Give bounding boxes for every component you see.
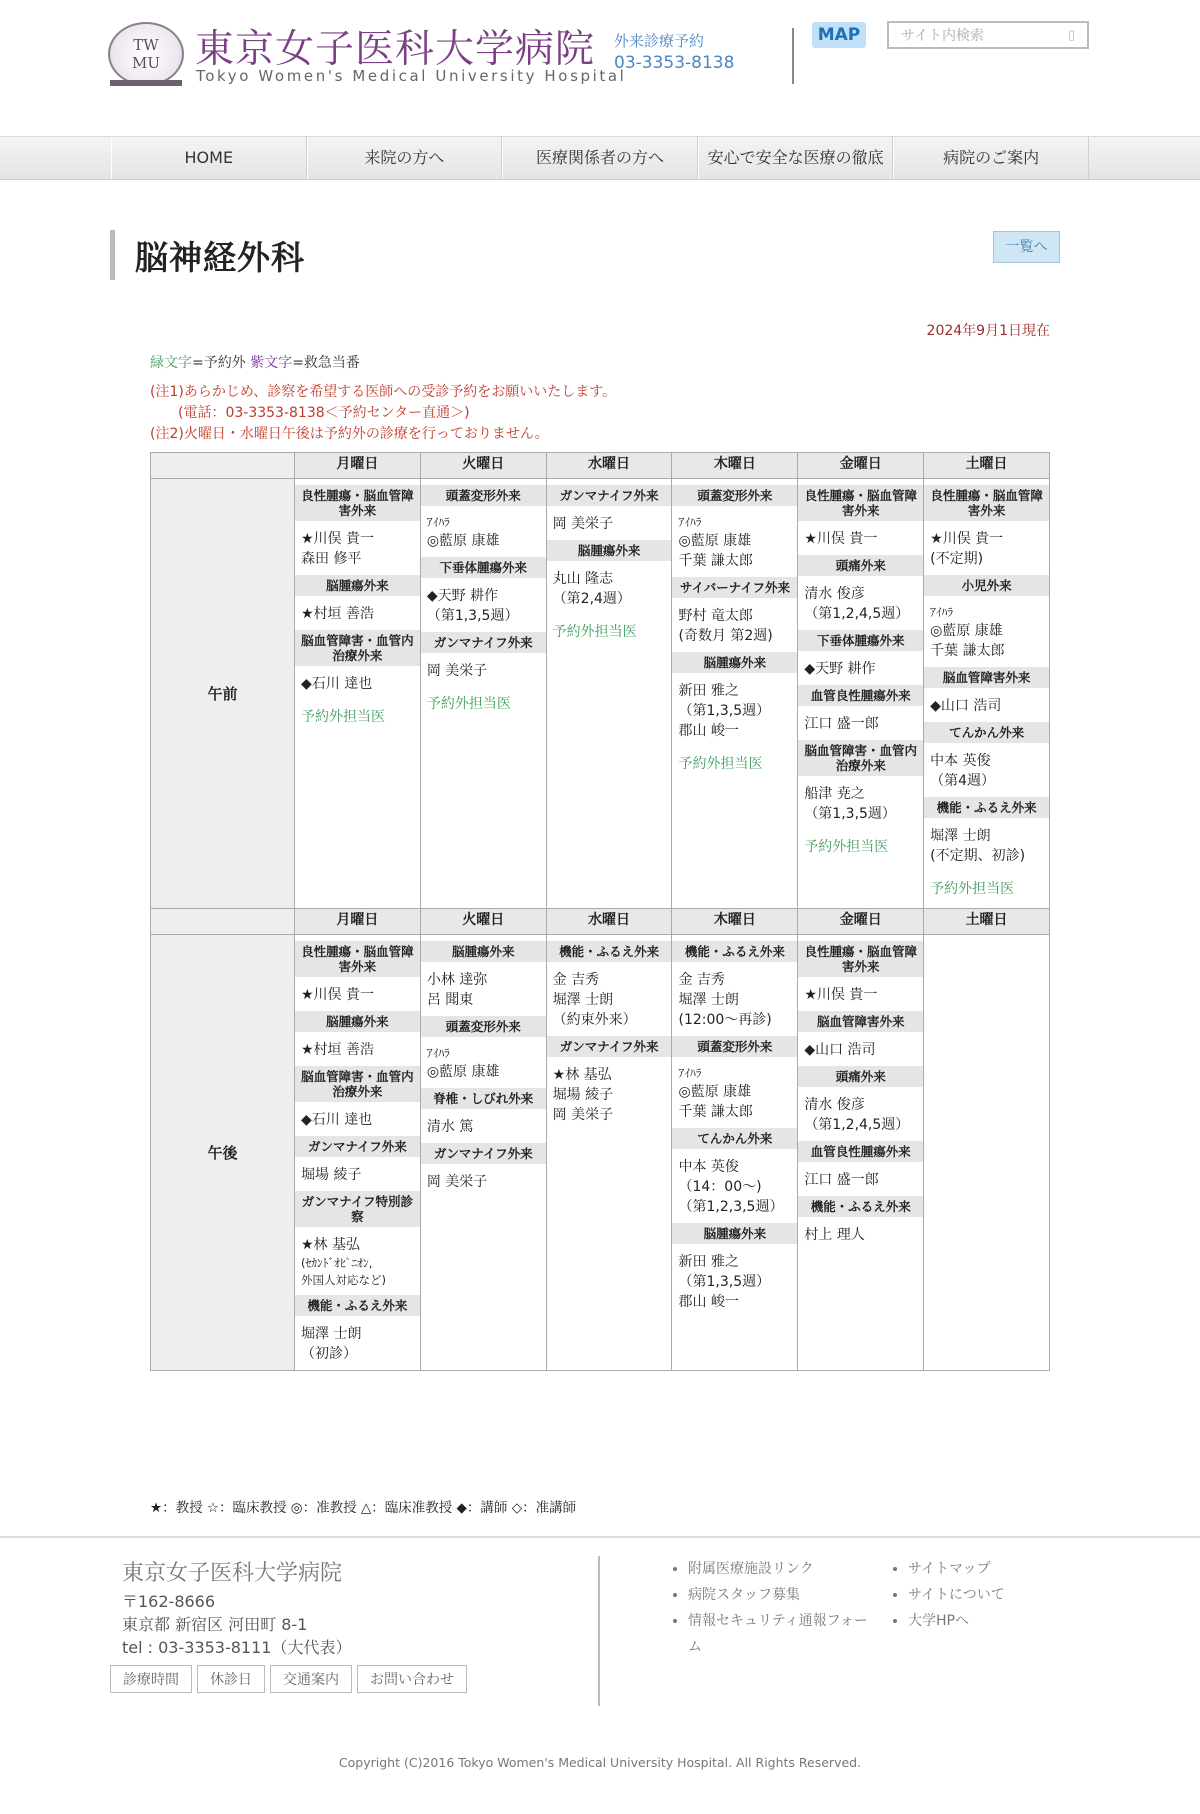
doctor-name: （第1,2,4,5週） [804,1117,910,1133]
doctor-name: 船津 尭之 [804,786,865,802]
clinic-category: 脳血管障害外来 [924,667,1049,688]
doctor-name: ◆天野 耕作 [804,661,876,677]
logo-underline [110,80,182,86]
day-header: 土曜日 [924,453,1050,479]
doctor-list [421,1117,546,1137]
legend-green-desc: =予約外 [192,355,246,371]
doctor-name: 千葉 謙太郎 [678,553,753,569]
doctor-list [672,1157,797,1217]
doctor-list [672,681,797,741]
doctor-list [798,1170,923,1190]
doctor-name: 中本 英俊 [678,1159,739,1175]
doctor-list [798,529,923,549]
doctor-name: ★村垣 善浩 [301,1042,375,1058]
footer-address [122,1590,351,1659]
doctor-name: 堀澤 士朗 [930,828,991,844]
day-header-empty [151,453,295,479]
clinic-category: 脳血管障害・血管内治療外来 [295,1066,420,1102]
doctor-name: ◆石川 達也 [301,676,373,692]
day-header: 木曜日 [672,909,798,935]
footer-links-left [670,1556,870,1660]
doctor-list [798,784,923,824]
doctor-list [672,1252,797,1312]
doctor-list [547,514,672,534]
doctor-list [798,1095,923,1135]
clinic-category: 脳腫瘍外来 [295,575,420,596]
day-header-row [151,909,1050,935]
clinic-category: 頭痛外来 [798,1066,923,1087]
footer-buttons [110,1665,467,1693]
doctor-name: ★林 基弘 [301,1237,361,1253]
doctor-name: 千葉 謙太郎 [678,1104,753,1120]
doctor-list [421,970,546,1010]
day-header: 土曜日 [924,909,1050,935]
clinic-category: 頭痛外来 [798,555,923,576]
doctor-name: (不定期) [930,551,984,567]
doctor-name: ★川俣 貴一 [804,531,878,547]
clinic-category: 機能・ふるえ外来 [924,797,1049,818]
doctor-list [798,1225,923,1245]
walk-in-doctor-label: 予約外担当医 [804,839,889,855]
clinic-category: てんかん外来 [672,1128,797,1149]
doctor-name: 清水 俊彦 [804,1097,865,1113]
copyright: Copyright (C)2016 Tokyo Women's Medical University Hospital. All Rights Reserved. [338,1755,862,1770]
doctor-name: 岡 美栄子 [426,1174,488,1190]
day-header: 火曜日 [420,909,546,935]
hospital-logo-icon[interactable] [108,22,184,86]
clinic-category: 機能・ふるえ外来 [672,941,797,962]
doctor-list [295,604,420,624]
nav-item-0[interactable]: HOME [111,137,307,179]
day-header: 木曜日 [672,453,798,479]
footer-button-1[interactable]: 休診日 [197,1665,265,1693]
doctor-name: 堀澤 士朗 [301,1326,362,1342]
doctor-name: 呂 聞東 [426,992,474,1008]
clinic-category: 血管良性腫瘍外来 [798,1141,923,1162]
clinic-category: ガンマナイフ外来 [421,632,546,653]
note-1-phone: (電話：03-3353-8138＜予約センター直通＞) [178,405,470,421]
period-label: 午前 [151,479,295,909]
clinic-category: 脊椎・しびれ外来 [421,1088,546,1109]
site-header [0,0,1200,135]
schedule-row-pm [151,935,1050,1371]
clinic-category: 機能・ふるえ外来 [798,1196,923,1217]
footer-postal: 〒162-8666 [122,1592,216,1611]
footer-button-0[interactable]: 診療時間 [110,1665,192,1693]
footer-link-right-0[interactable]: • サイトマップ [908,1556,1050,1582]
doctor-name: 野村 竜太郎 [678,608,753,624]
clinic-category: 機能・ふるえ外来 [547,941,672,962]
footer-vertical-divider [598,1556,600,1706]
doctor-name: ｱｲﾊﾗ [678,515,702,529]
doctor-list [672,606,797,646]
doctor-list [295,529,420,569]
doctor-name: ◎藍原 康雄 [678,1084,752,1100]
clinic-category: 下垂体腫瘍外来 [798,630,923,651]
doctor-name: 堀場 綾子 [301,1167,362,1183]
clinic-category: 良性腫瘍・脳血管障害外来 [798,485,923,521]
clinic-category: 良性腫瘍・脳血管障害外来 [798,941,923,977]
day-header: 火曜日 [420,453,546,479]
clinic-category: 頭蓋変形外来 [421,485,546,506]
schedule-cell [672,935,798,1371]
doctor-name: 岡 美栄子 [426,663,488,679]
doctor-name: ★川俣 貴一 [804,987,878,1003]
doctor-name: ｱｲﾊﾗ [426,515,450,529]
clinic-category: 血管良性腫瘍外来 [798,685,923,706]
header-divider [792,28,794,84]
doctor-list [295,674,420,694]
period-label: 午後 [151,935,295,1371]
map-button[interactable]: MAP [812,22,866,48]
doctor-list [924,696,1049,716]
doctor-name: 小林 達弥 [426,972,488,988]
nav-item-1[interactable]: 来院の方へ [307,137,503,179]
doctor-name: 村上 理人 [804,1227,865,1243]
doctor-name: ★村垣 善浩 [301,606,375,622]
search-input[interactable] [887,21,1089,49]
doctor-name: 外国人対応など) [301,1273,386,1287]
walk-in-doctor-label: 予約外担当医 [301,709,385,725]
clinic-category: 下垂体腫瘍外来 [421,557,546,578]
search-icon[interactable]: ▯ [1067,27,1075,43]
doctor-name: ★林 基弘 [552,1067,612,1083]
clinic-category: 頭蓋変形外来 [421,1016,546,1037]
title-accent [110,230,115,280]
doctor-name: ◎藍原 康雄 [426,1064,500,1080]
title-legend: ★：教授 ☆：臨床教授 ◎：准教授 △：臨床准教授 ◆：講師 ◇：准講師 [150,1500,577,1516]
footer-street: 東京都 新宿区 河田町 8-1 [122,1615,308,1634]
doctor-list [295,1324,420,1364]
clinic-category: 良性腫瘍・脳血管障害外来 [924,485,1049,521]
doctor-list [421,1045,546,1082]
clinic-category: ガンマナイフ外来 [295,1136,420,1157]
color-legend [150,352,360,372]
note-2: (注2)火曜日・水曜日午後は予約外の診療を行っておりません。 [150,426,549,442]
doctor-name: 新田 雅之 [678,1254,739,1270]
schedule-cell [420,935,546,1371]
day-header: 金曜日 [798,909,924,935]
doctor-name: 丸山 隆志 [552,571,614,587]
doctor-name: （第1,2,4,5週） [804,606,910,622]
doctor-name: ◎藍原 康雄 [930,623,1003,639]
day-header-empty [151,909,295,935]
doctor-list [924,529,1049,569]
walk-in-doctor-label: 予約外担当医 [678,756,763,772]
schedule-cell [798,935,924,1371]
clinic-category: 頭蓋変形外来 [672,1036,797,1057]
schedule-cell [798,479,924,909]
reservation-label: 外来診療予約 [614,32,705,50]
day-header: 水曜日 [546,453,672,479]
walk-in-doctor-label: 予約外担当医 [930,881,1015,897]
walk-in-doctor-label: 予約外担当医 [426,696,511,712]
doctor-name: （第1,3,5週） [426,608,519,624]
schedule-cell [295,935,421,1371]
doctor-name: 新田 雅之 [678,683,739,699]
doctor-name: 清水 俊彦 [804,586,865,602]
doctor-name: (12:00〜再診) [678,1012,772,1028]
doctor-name: （第1,3,5週） [804,806,896,822]
clinic-category: てんかん外来 [924,722,1049,743]
doctor-name: 郡山 峻一 [678,1294,739,1310]
schedule-cell [672,479,798,909]
footer-divider [0,1536,1200,1538]
doctor-list [798,714,923,734]
footer-link-left-2[interactable]: • 情報セキュリティ通報フォーム [688,1608,870,1660]
clinic-category: 小児外来 [924,575,1049,596]
clinic-category: 脳血管障害外来 [798,1011,923,1032]
doctor-name: （初診） [301,1346,357,1362]
doctor-list [924,751,1049,791]
doctor-name: （約束外来） [552,1012,637,1028]
nav-item-2[interactable]: 医療関係者の方へ [502,137,698,179]
doctor-name: ◆石川 達也 [301,1112,373,1128]
clinic-category: ガンマナイフ外来 [547,485,672,506]
legend-green: 緑文字 [150,355,192,371]
schedule-cell [420,479,546,909]
global-nav [0,136,1200,180]
schedule-cell [924,479,1050,909]
clinic-category: 脳血管障害・血管内治療外来 [798,740,923,776]
doctor-name: 岡 美栄子 [552,516,614,532]
doctor-name: 郡山 峻一 [678,723,739,739]
reservation-tel[interactable]: 03-3353-8138 [614,53,735,73]
footer-link-left-1[interactable]: • 病院スタッフ募集 [688,1582,870,1608]
clinic-category: 頭蓋変形外来 [672,485,797,506]
clinic-category: 脳腫瘍外来 [672,652,797,673]
clinic-category: 脳腫瘍外来 [295,1011,420,1032]
doctor-list [798,1040,923,1060]
clinic-category: 脳血管障害・血管内治療外来 [295,630,420,666]
footer-link-right-2[interactable]: • 大学HPへ [908,1608,1050,1634]
doctor-name: 江口 盛一郎 [804,1172,879,1188]
back-to-list-button[interactable]: 一覧へ [993,231,1060,263]
doctor-list [421,661,546,681]
doctor-name: (ｾｶﾝﾄﾞｵﾋﾟﾆｵﾝ, [301,1256,373,1270]
doctor-name: ｱｲﾊﾗ [930,605,954,619]
day-header: 水曜日 [546,909,672,935]
nav-item-4[interactable]: 病院のご案内 [893,137,1089,179]
clinic-category: ガンマナイフ外来 [421,1143,546,1164]
doctor-list [547,569,672,609]
doctor-name: 金 吉秀 [678,972,725,988]
doctor-name: 金 吉秀 [552,972,600,988]
doctor-name: (不定期、初診) [930,848,1026,864]
schedule-cell [546,935,672,1371]
clinic-category: 機能・ふるえ外来 [295,1295,420,1316]
search-placeholder: サイト内検索 [901,28,985,44]
doctor-name: ◎藍原 康雄 [678,533,752,549]
doctor-name: （第4週） [930,773,996,789]
doctor-name: 江口 盛一郎 [804,716,879,732]
doctor-name: 堀澤 士朗 [678,992,739,1008]
clinic-category: サイバーナイフ外来 [672,577,797,598]
doctor-name: 中本 英俊 [930,753,991,769]
doctor-list [924,826,1049,866]
doctor-name: 千葉 謙太郎 [930,643,1005,659]
doctor-name: （第1,3,5週） [678,703,771,719]
footer-link-right-1[interactable]: • サイトについて [908,1582,1050,1608]
clinic-category: 脳腫瘍外来 [547,540,672,561]
doctor-name: ◆山口 浩司 [804,1042,876,1058]
doctor-name: （14：00〜) [678,1179,762,1195]
doctor-name: (奇数月 第2週) [678,628,773,644]
doctor-name: ｱｲﾊﾗ [678,1066,702,1080]
logo-mark-text: TW MU [131,36,160,72]
day-header: 月曜日 [295,909,421,935]
doctor-name: 岡 美栄子 [552,1107,614,1123]
day-header: 月曜日 [295,453,421,479]
schedule-row-am [151,479,1050,909]
doctor-list [295,985,420,1005]
walk-in-doctor-label: 予約外担当医 [552,624,637,640]
footer-hospital-name: 東京女子医科大学病院 [122,1561,343,1586]
doctor-name: ｱｲﾊﾗ [426,1046,450,1060]
clinic-category: 良性腫瘍・脳血管障害外来 [295,941,420,977]
schedule-table [150,452,1050,1371]
clinic-category: ガンマナイフ特別診察 [295,1191,420,1227]
note-1: (注1)あらかじめ、診察を希望する医師への受診予約をお願いいたします。 [150,384,617,400]
legend-purple-desc: =救急当番 [292,355,360,371]
doctor-list [798,659,923,679]
footer-links-right [890,1556,1050,1634]
doctor-name: 堀場 綾子 [552,1087,614,1103]
doctor-name: 森田 修平 [301,551,362,567]
doctor-name: （第1,3,5週） [678,1274,771,1290]
doctor-list [798,584,923,624]
doctor-name: （第1,2,3,5週） [678,1199,784,1215]
doctor-list [924,604,1049,661]
clinic-category: ガンマナイフ外来 [547,1036,672,1057]
clinic-category: 脳腫瘍外来 [672,1223,797,1244]
doctor-name: ★川俣 貴一 [930,531,1004,547]
doctor-list [547,1065,672,1125]
schedule-cell [295,479,421,909]
schedule-cell [546,479,672,909]
doctor-list [295,1110,420,1130]
doctor-list [421,586,546,626]
page-title: 脳神経外科 [135,238,305,277]
doctor-list [295,1235,420,1289]
doctor-list [672,514,797,571]
nav-item-3[interactable]: 安心で安全な医療の徹底 [698,137,894,179]
legend-purple: 紫文字 [250,355,293,371]
doctor-name: （第2,4週） [552,591,631,607]
doctor-list [421,1172,546,1192]
doctor-list [672,970,797,1030]
footer-button-2[interactable]: 交通案内 [270,1665,352,1693]
doctor-list [295,1165,420,1185]
clinic-category: 脳腫瘍外来 [421,941,546,962]
doctor-name: ◆山口 浩司 [930,698,1002,714]
doctor-name: ★川俣 貴一 [301,987,375,1003]
doctor-name: 清水 篤 [426,1119,474,1135]
footer-link-left-0[interactable]: • 附属医療施設リンク [688,1556,870,1582]
doctor-list [421,514,546,551]
clinic-category: 良性腫瘍・脳血管障害外来 [295,485,420,521]
doctor-list [295,1040,420,1060]
doctor-list [672,1065,797,1122]
day-header: 金曜日 [798,453,924,479]
doctor-name: ★川俣 貴一 [301,531,375,547]
doctor-name: ◎藍原 康雄 [426,533,500,549]
as-of-date: 2024年9月1日現在 [926,323,1050,339]
footer-button-3[interactable]: お問い合わせ [357,1665,467,1693]
doctor-name: 堀澤 士朗 [552,992,614,1008]
site-subtitle: Tokyo Women's Medical University Hospital [196,67,627,85]
doctor-list [798,985,923,1005]
site-title[interactable]: 東京女子医科大学病院 [195,27,596,72]
footer-tel[interactable]: tel : 03-3353-8111（大代表） [122,1638,352,1657]
doctor-name: ◆天野 耕作 [426,588,499,604]
schedule-cell [924,935,1050,1371]
day-header-row [151,453,1050,479]
doctor-list [547,970,672,1030]
